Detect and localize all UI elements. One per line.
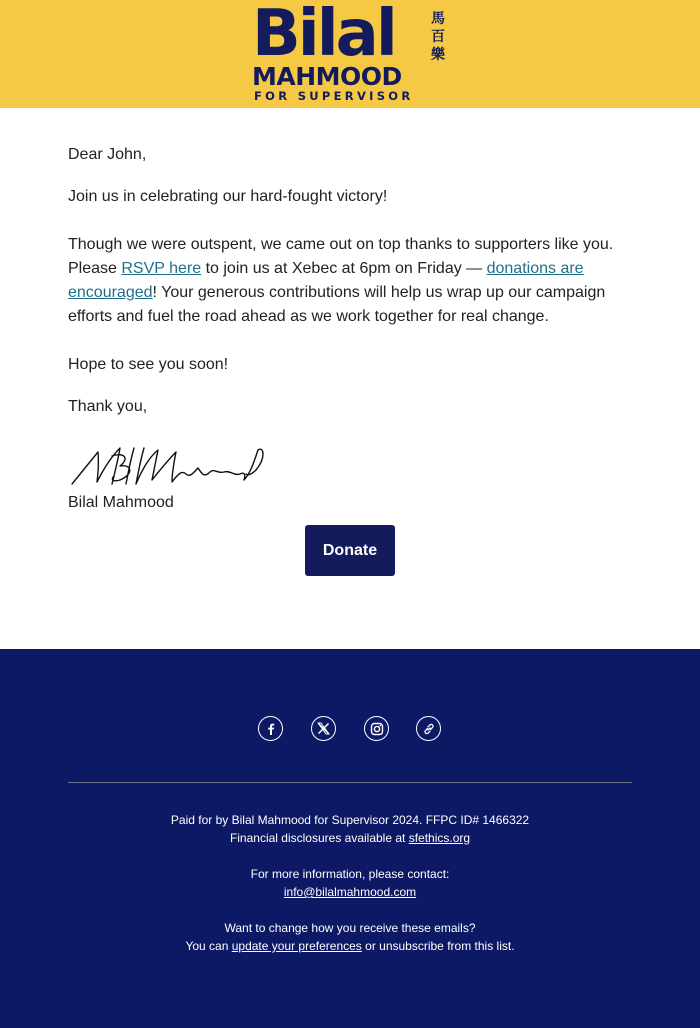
donate-button[interactable]: Donate <box>305 525 395 576</box>
logo-cjk-char: 百 <box>431 29 445 45</box>
x-glyph <box>317 722 330 735</box>
logo-first-name: Bilal <box>252 0 395 71</box>
paid-for-notice: Paid for by Bilal Mahmood for Supervisor 2024. FFPC ID# 1466322 <box>170 813 530 827</box>
contact-email-link[interactable]: info@bilalmahmood.com <box>283 885 417 899</box>
donations-link-continued[interactable]: encouraged <box>68 284 153 301</box>
instagram-glyph <box>370 722 384 736</box>
disclosures-text: Financial disclosures available at <box>229 831 409 845</box>
preferences-text: You can <box>185 939 232 953</box>
logo-subtitle: FOR SUPERVISOR <box>254 89 414 103</box>
facebook-glyph <box>264 722 278 736</box>
body-line <box>68 281 638 305</box>
preferences-line <box>0 937 700 955</box>
signoff: Thank you, <box>68 398 148 415</box>
logo-cjk-char: 樂 <box>431 47 445 63</box>
body-text: Please <box>68 260 122 277</box>
footer-divider <box>68 782 632 783</box>
link-glyph <box>422 722 436 736</box>
disclosures-line <box>0 829 700 847</box>
facebook-icon[interactable] <box>258 716 283 741</box>
sfethics-link[interactable]: sfethics.org <box>408 831 471 845</box>
signer-name: Bilal Mahmood <box>68 494 174 511</box>
body-paragraph <box>68 233 638 329</box>
logo-cjk-char: 馬 <box>431 11 445 27</box>
body-text: to join us at Xebec at 6pm on Friday — <box>201 260 487 277</box>
intro-paragraph: Join us in celebrating our hard-fought victory! <box>68 188 388 205</box>
update-preferences-link[interactable]: update your preferences <box>231 939 362 953</box>
email-header <box>0 0 700 108</box>
email-footer <box>0 649 700 1028</box>
contact-email-line <box>0 883 700 901</box>
link-icon[interactable] <box>416 716 441 741</box>
campaign-logo[interactable] <box>252 0 448 104</box>
body-line: Though we were outspent, we came out on top thanks to supporters like you. <box>68 236 614 253</box>
logo-last-name: MAHMOOD <box>252 62 402 91</box>
body-line: efforts and fuel the road ahead as we work together for real change. <box>68 308 549 325</box>
body-text: ! Your generous contributions will help us wrap up our campaign <box>152 284 606 301</box>
contact-line: For more information, please contact: <box>250 867 450 881</box>
closing-line: Hope to see you soon! <box>68 356 229 373</box>
preferences-question: Want to change how you receive these emails? <box>224 921 476 935</box>
donations-link[interactable]: donations are <box>486 260 584 277</box>
unsubscribe-text: or unsubscribe from this list. <box>361 939 515 953</box>
greeting: Dear John, <box>68 146 147 163</box>
body-line <box>68 257 638 281</box>
handwritten-signature <box>68 444 268 494</box>
instagram-icon[interactable] <box>364 716 389 741</box>
logo-chinese-name <box>428 10 448 64</box>
x-icon[interactable] <box>311 716 336 741</box>
rsvp-link[interactable]: RSVP here <box>121 260 202 277</box>
